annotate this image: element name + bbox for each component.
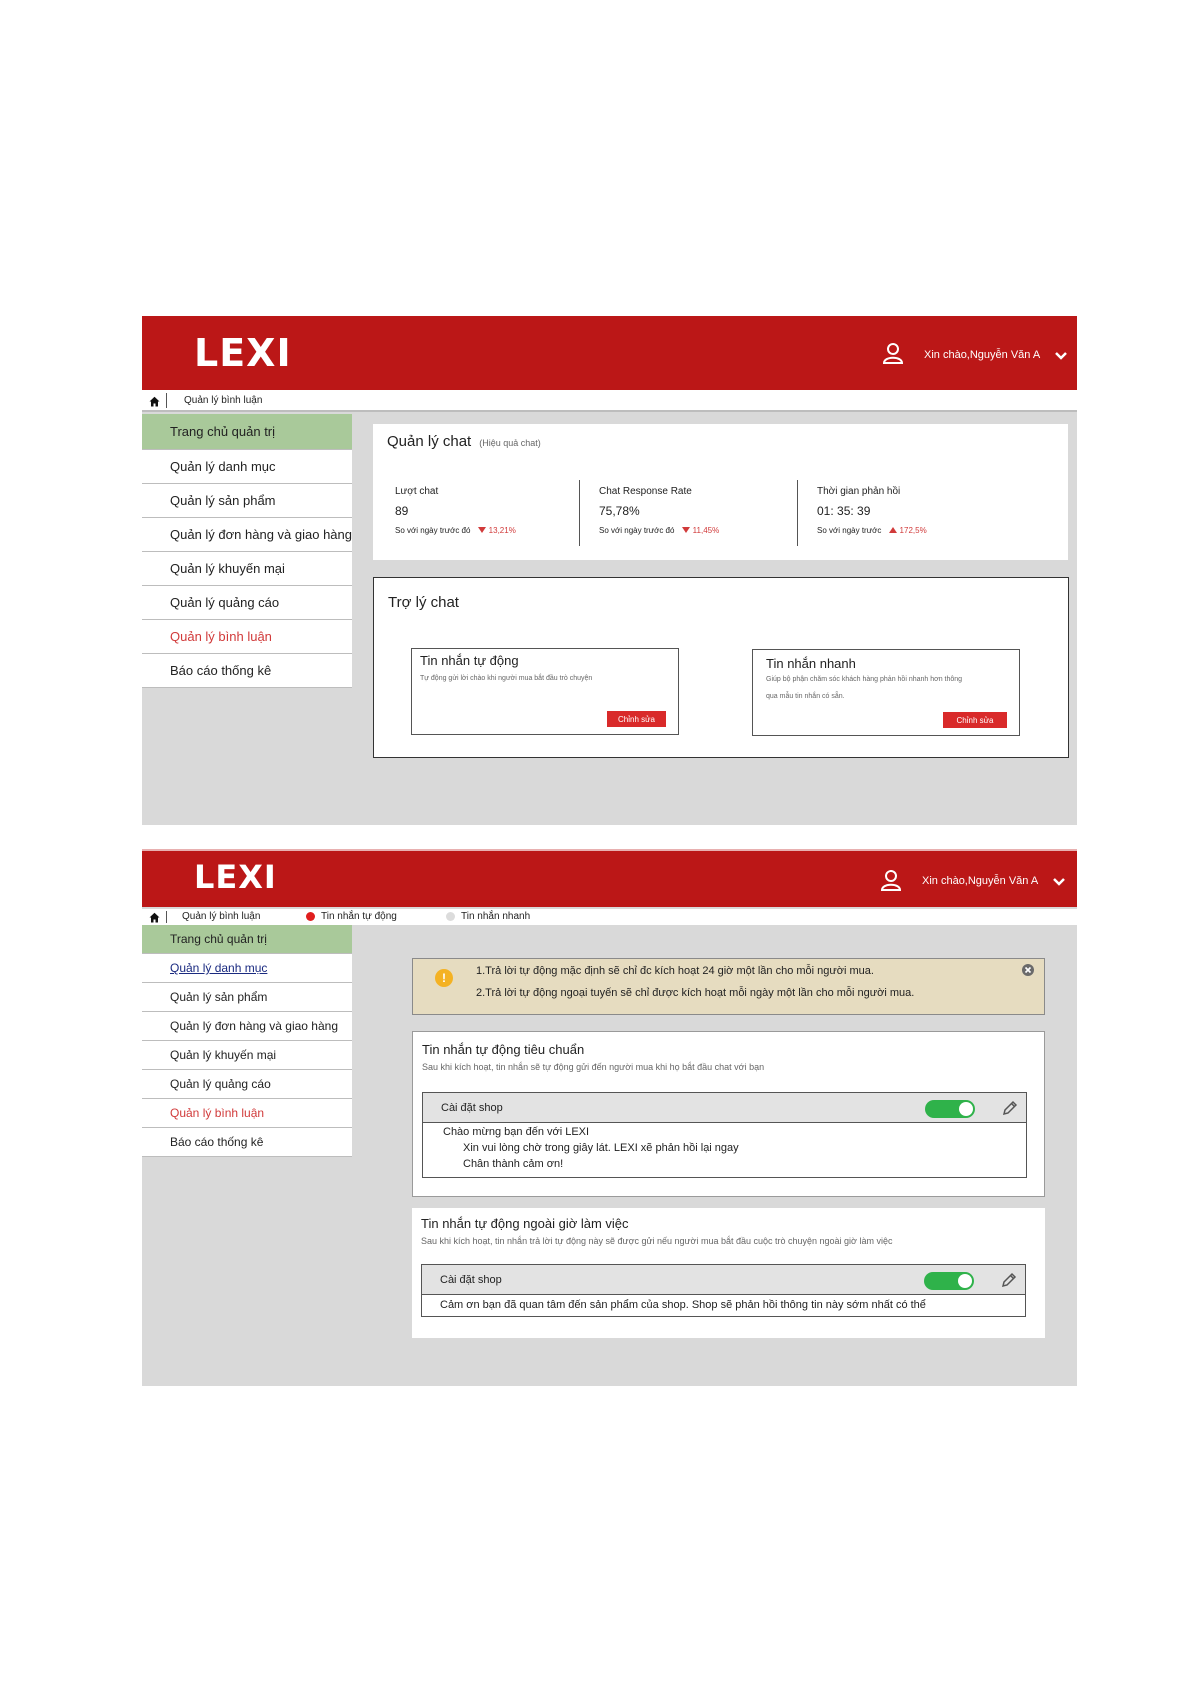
logo[interactable]: LEXI bbox=[194, 331, 292, 375]
sidebar-item-orders[interactable]: Quản lý đơn hàng và giao hàng bbox=[142, 518, 352, 552]
logo[interactable]: LEXI bbox=[194, 858, 277, 896]
breadcrumb-separator bbox=[166, 393, 167, 408]
stat-compare bbox=[599, 526, 719, 535]
shop-setting-label: Cài đặt shop bbox=[441, 1102, 503, 1114]
close-icon[interactable] bbox=[1022, 964, 1034, 976]
quick-message-title: Tin nhắn nhanh bbox=[766, 656, 856, 671]
home-icon[interactable] bbox=[149, 396, 160, 407]
stat-value: 89 bbox=[395, 504, 409, 518]
sidebar bbox=[142, 414, 352, 688]
auto-message-desc: Tự động gửi lời chào khi người mua bắt đầu trò chuyện bbox=[420, 675, 593, 682]
stat-chat-count bbox=[395, 486, 516, 535]
sidebar-item-comments[interactable]: Quản lý bình luận bbox=[142, 620, 352, 654]
out-of-hours-message-panel bbox=[412, 1208, 1045, 1338]
home-icon[interactable] bbox=[149, 912, 160, 923]
stat-compare-label: So với ngày trước bbox=[817, 526, 882, 535]
stat-change: 172,5% bbox=[889, 526, 926, 535]
sidebar-item-promotions[interactable]: Quản lý khuyến mại bbox=[142, 1041, 352, 1070]
chat-management-subtitle: (Hiệu quả chat) bbox=[479, 438, 541, 448]
notice-line-1: 1.Trả lời tự động mặc định sẽ chỉ đc kích hoạt 24 giờ một lần cho mỗi người mua. bbox=[476, 965, 874, 977]
sidebar-item-categories[interactable]: Quản lý danh mục bbox=[142, 954, 352, 983]
down-arrow-icon bbox=[478, 527, 486, 533]
breadcrumb bbox=[142, 909, 1077, 925]
quick-message-desc-1: Giúp bộ phận chăm sóc khách hàng phản hồi nhanh hơn thông bbox=[766, 676, 963, 683]
pencil-icon[interactable] bbox=[1000, 1272, 1017, 1289]
top-header bbox=[142, 849, 1077, 907]
stat-compare bbox=[817, 526, 927, 535]
edit-auto-message-button[interactable]: Chỉnh sửa bbox=[607, 711, 666, 727]
stat-compare-label: So với ngày trước đó bbox=[599, 526, 675, 535]
standard-desc: Sau khi kích hoạt, tin nhắn sẽ tự động gửi đến người mua khi họ bắt đầu chat với bạn bbox=[422, 1062, 765, 1072]
stat-compare-label: So với ngày trước đó bbox=[395, 526, 471, 535]
out-of-hours-message-box[interactable] bbox=[421, 1295, 1026, 1317]
up-arrow-icon bbox=[889, 527, 897, 533]
pencil-icon[interactable] bbox=[1001, 1100, 1018, 1117]
user-greeting[interactable]: Xin chào,Nguyễn Văn A bbox=[922, 875, 1039, 887]
stat-response-time bbox=[817, 486, 927, 535]
notice-line-2: 2.Trả lời tự động ngoại tuyến sẽ chỉ được kích hoạt mỗi ngày một lần cho mỗi người mua. bbox=[476, 987, 915, 999]
chat-management-title: Quản lý chat bbox=[387, 433, 472, 450]
out-of-hours-toggle[interactable] bbox=[924, 1272, 974, 1290]
message-line: Cảm ơn bạn đã quan tâm đến sản phẩm của shop. Shop sẽ phản hồi thông tin này sớm nhất có thể bbox=[440, 1299, 926, 1311]
stat-value: 01: 35: 39 bbox=[817, 504, 871, 518]
user-greeting[interactable]: Xin chào,Nguyễn Văn A bbox=[924, 349, 1041, 361]
top-header bbox=[142, 316, 1077, 390]
stat-label: Chat Response Rate bbox=[599, 486, 692, 497]
standard-shop-setting-row bbox=[422, 1092, 1027, 1123]
sidebar-item-ads[interactable]: Quản lý quảng cáo bbox=[142, 586, 352, 620]
sidebar-item-ads[interactable]: Quản lý quảng cáo bbox=[142, 1070, 352, 1099]
tab-quick-message-label: Tin nhắn nhanh bbox=[461, 911, 531, 922]
tab-auto-message-label: Tin nhắn tự động bbox=[321, 911, 397, 922]
chat-assistant-title: Trợ lý chat bbox=[388, 594, 459, 611]
auto-message-card bbox=[411, 648, 679, 735]
breadcrumb-current[interactable]: Quản lý bình luận bbox=[182, 911, 261, 922]
sidebar-item-orders[interactable]: Quản lý đơn hàng và giao hàng bbox=[142, 1012, 352, 1041]
chat-assistant-card bbox=[373, 577, 1069, 758]
out-of-hours-title: Tin nhắn tự động ngoài giờ làm việc bbox=[421, 1216, 629, 1231]
sidebar-item-categories[interactable]: Quản lý danh mục bbox=[142, 450, 352, 484]
standard-auto-message-panel bbox=[412, 1031, 1045, 1197]
card-heading bbox=[387, 433, 541, 451]
breadcrumb bbox=[142, 390, 1077, 412]
sidebar-item-products[interactable]: Quản lý sản phẩm bbox=[142, 983, 352, 1012]
stat-label: Thời gian phản hồi bbox=[817, 486, 901, 497]
stat-change: 11,45% bbox=[682, 526, 719, 535]
chevron-down-icon[interactable] bbox=[1054, 351, 1068, 361]
notice-banner bbox=[412, 958, 1045, 1015]
stat-change: 13,21% bbox=[478, 526, 515, 535]
active-tab-dot bbox=[306, 912, 315, 921]
stat-value: 75,78% bbox=[599, 504, 640, 518]
down-arrow-icon bbox=[682, 527, 690, 533]
out-of-hours-shop-setting-row bbox=[421, 1264, 1026, 1295]
standard-title: Tin nhắn tự động tiêu chuẩn bbox=[422, 1042, 585, 1057]
shop-setting-label: Cài đặt shop bbox=[440, 1274, 502, 1286]
message-line-1: Chào mừng bạn đến với LEXI bbox=[443, 1126, 590, 1138]
out-of-hours-desc: Sau khi kích hoạt, tin nhắn trả lời tự động này sẽ được gửi nếu người mua bắt đầu cuộc trò chuyện ngoài giờ làm việc bbox=[421, 1236, 893, 1246]
sidebar-item-comments[interactable]: Quản lý bình luận bbox=[142, 1099, 352, 1128]
sidebar-item-promotions[interactable]: Quản lý khuyến mại bbox=[142, 552, 352, 586]
message-line-2: Xin vui lòng chờ trong giây lát. LEXI xẽ phản hồi lại ngay bbox=[463, 1142, 739, 1154]
tab-auto-message[interactable] bbox=[306, 911, 397, 922]
sidebar-item-dashboard[interactable]: Trang chủ quản trị bbox=[142, 414, 352, 450]
sidebar bbox=[142, 925, 352, 1157]
inactive-tab-dot bbox=[446, 912, 455, 921]
breadcrumb-current[interactable]: Quản lý bình luận bbox=[184, 395, 263, 406]
user-icon[interactable] bbox=[880, 869, 902, 891]
chat-management-card bbox=[373, 424, 1068, 560]
standard-toggle[interactable] bbox=[925, 1100, 975, 1118]
edit-quick-message-button[interactable]: Chỉnh sửa bbox=[943, 712, 1007, 728]
chevron-down-icon[interactable] bbox=[1052, 877, 1066, 887]
stat-divider bbox=[797, 480, 798, 546]
chat-management-screen bbox=[142, 316, 1077, 825]
tab-quick-message[interactable] bbox=[446, 911, 530, 922]
quick-message-card bbox=[752, 649, 1020, 736]
toggle-knob bbox=[958, 1274, 972, 1288]
sidebar-item-reports[interactable]: Báo cáo thống kê bbox=[142, 1128, 352, 1157]
quick-message-desc-2: qua mẫu tin nhắn có sẵn. bbox=[766, 693, 845, 701]
toggle-knob bbox=[959, 1102, 973, 1116]
stat-divider bbox=[579, 480, 580, 546]
auto-message-screen bbox=[142, 849, 1077, 1386]
sidebar-item-dashboard[interactable]: Trang chủ quản trị bbox=[142, 925, 352, 954]
stat-label: Lượt chat bbox=[395, 486, 439, 497]
breadcrumb-separator bbox=[166, 911, 167, 923]
sidebar-item-products[interactable]: Quản lý sản phẩm bbox=[142, 484, 352, 518]
warning-icon: ! bbox=[435, 969, 453, 987]
message-line-3: Chân thành cảm ơn! bbox=[463, 1158, 564, 1170]
user-icon[interactable] bbox=[882, 342, 904, 364]
stat-response-rate bbox=[599, 486, 719, 535]
auto-message-title: Tin nhắn tự động bbox=[420, 653, 519, 668]
sidebar-item-reports[interactable]: Báo cáo thống kê bbox=[142, 654, 352, 688]
stat-compare bbox=[395, 526, 516, 535]
standard-message-box[interactable] bbox=[422, 1123, 1027, 1178]
